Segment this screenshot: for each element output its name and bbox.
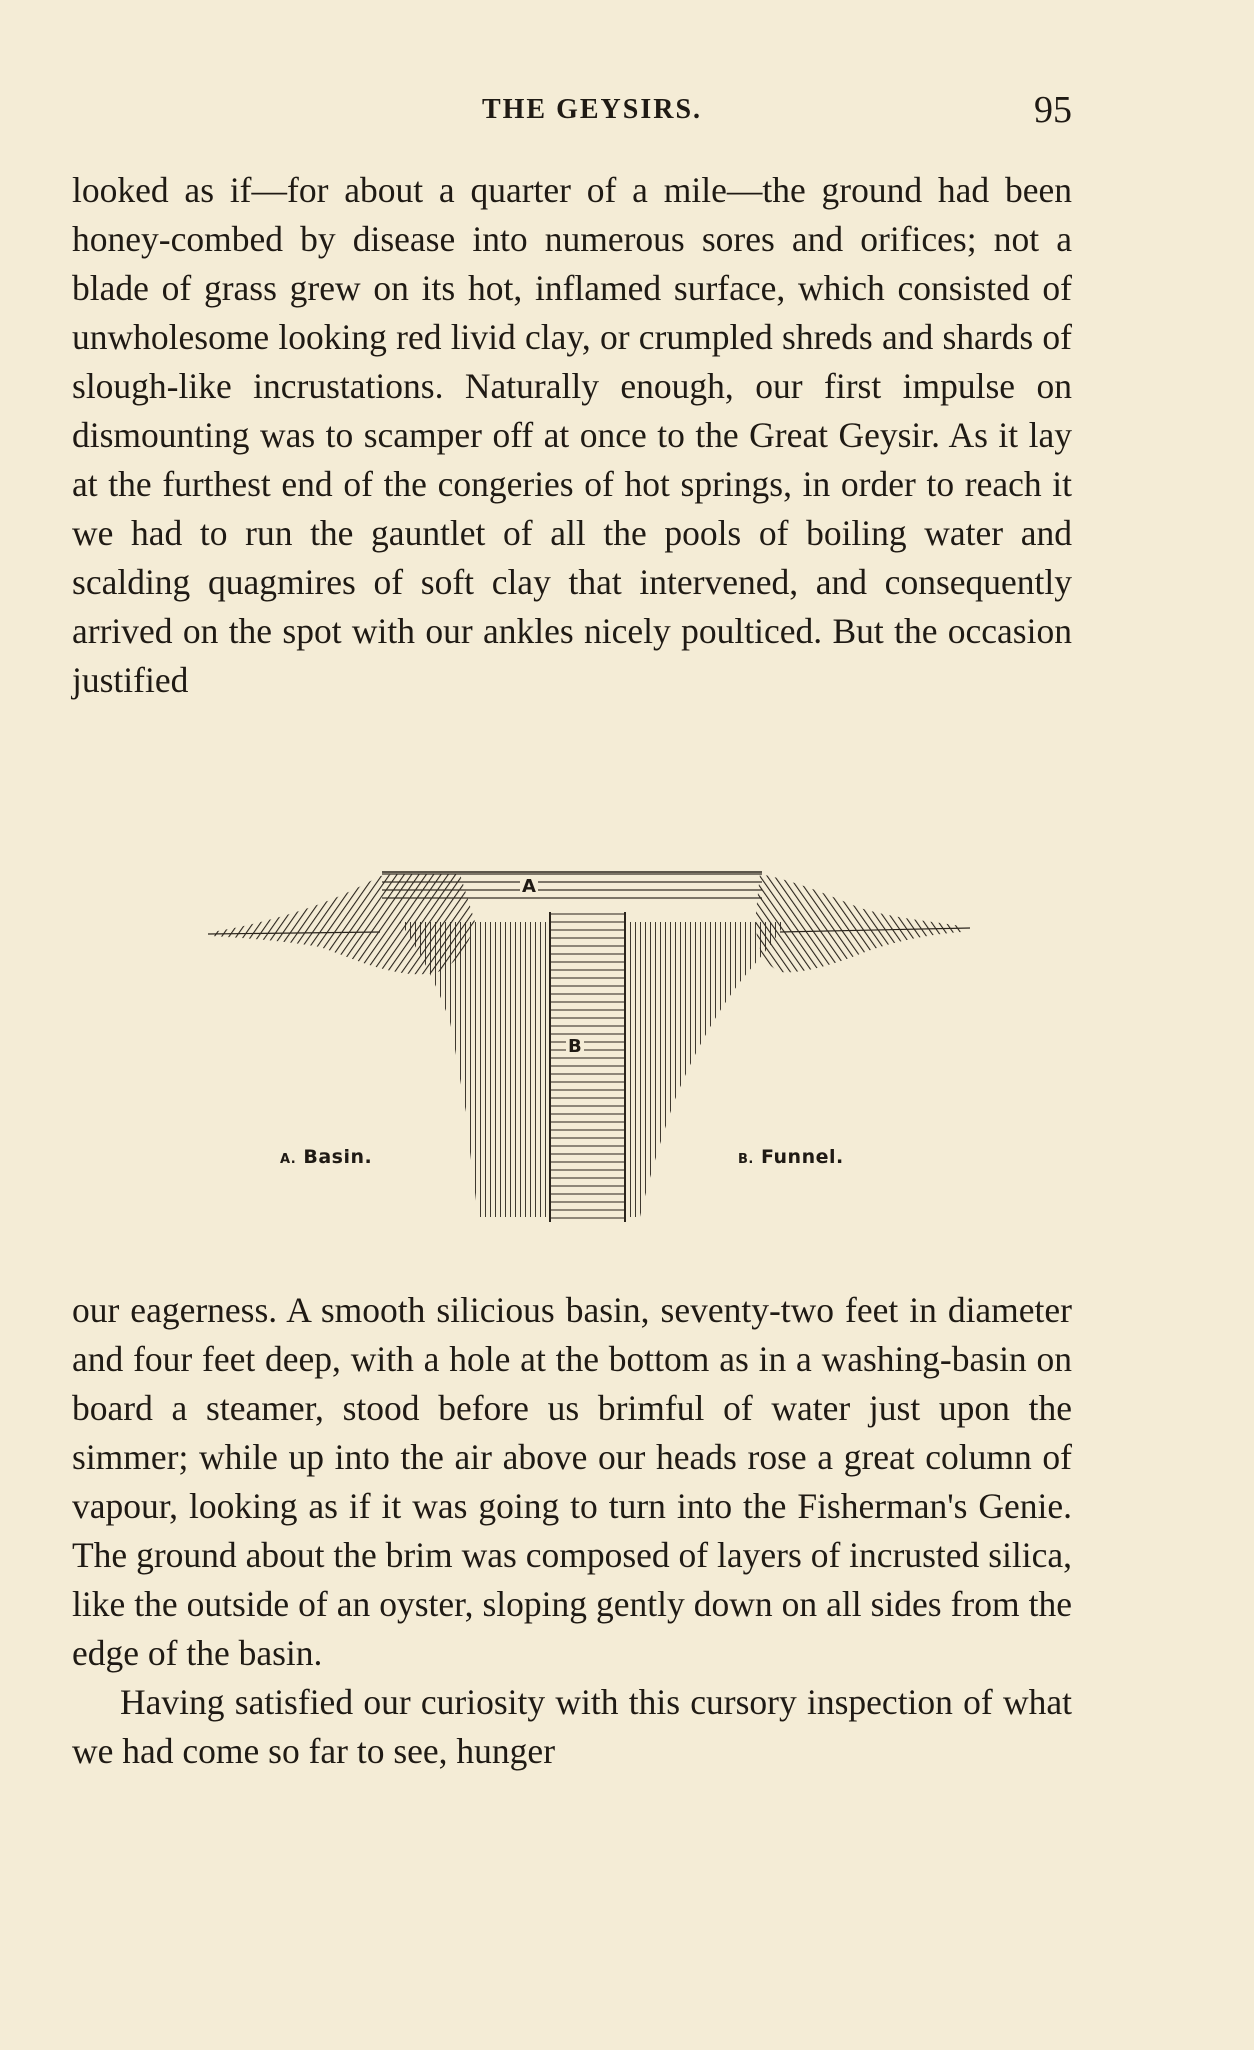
caption-basin-letter: A. bbox=[280, 1152, 297, 1167]
page-number: 95 bbox=[1034, 89, 1072, 131]
caption-basin-text: Basin. bbox=[303, 1146, 373, 1168]
geysir-diagram bbox=[200, 862, 980, 1222]
label-b: B bbox=[568, 1036, 582, 1057]
caption-basin bbox=[280, 1146, 372, 1168]
right-funnel-wall bbox=[625, 922, 785, 1217]
caption-funnel bbox=[738, 1146, 844, 1168]
paragraph-having-satisfied: Having satisfied our curiosity with this cursory inspection of what we had come so far to see, hunger bbox=[72, 1682, 1072, 1771]
text-block-top bbox=[72, 166, 1072, 705]
caption-funnel-text: Funnel. bbox=[760, 1146, 844, 1168]
running-head: THE GEYSIRS. bbox=[481, 94, 703, 125]
geysir-cross-section-drawing bbox=[200, 862, 980, 1222]
paragraph-continued: looked as if—for about a quarter of a mile—the ground had been honey-combed by disease into numerous sores and orifices; not a blade of grass grew on its hot, inflamed surface, which consisted of unwholesome looking red livid clay, or crumpled shreds and shards of slough-like incrustations. Naturally enough, our first impulse on dismounting was to scamper off at once to the Great Geysir. As it lay at the furthest end of the congeries of hot springs, in order to reach it we had to run the gauntlet of all the pools of boiling water and scalding quagmires of soft clay that intervened, and consequently arrived on the spot with our ankles nicely poulticed. But the occasion justified bbox=[72, 170, 1072, 700]
basin-water bbox=[382, 872, 762, 902]
paragraph-basin: our eagerness. A smooth silicious basin, seventy-two feet in diameter and four feet deep, with a hole at the bottom as in a washing-basin on board a steamer, stood before us brimful of water just upon the simmer; while up into the air above our heads rose a great column of vapour, looking as if it was going to turn into the Fisherman's Genie. The ground about the brim was composed of layers of incrusted silica, like the outside of an oyster, sloping gently down on all sides from the edge of the basin. bbox=[72, 1290, 1072, 1673]
right-mound bbox=[756, 874, 962, 972]
label-a: A bbox=[522, 876, 536, 897]
caption-funnel-letter: B. bbox=[738, 1152, 754, 1167]
text-block-bottom bbox=[72, 1286, 1072, 1776]
page-header bbox=[72, 88, 1072, 138]
